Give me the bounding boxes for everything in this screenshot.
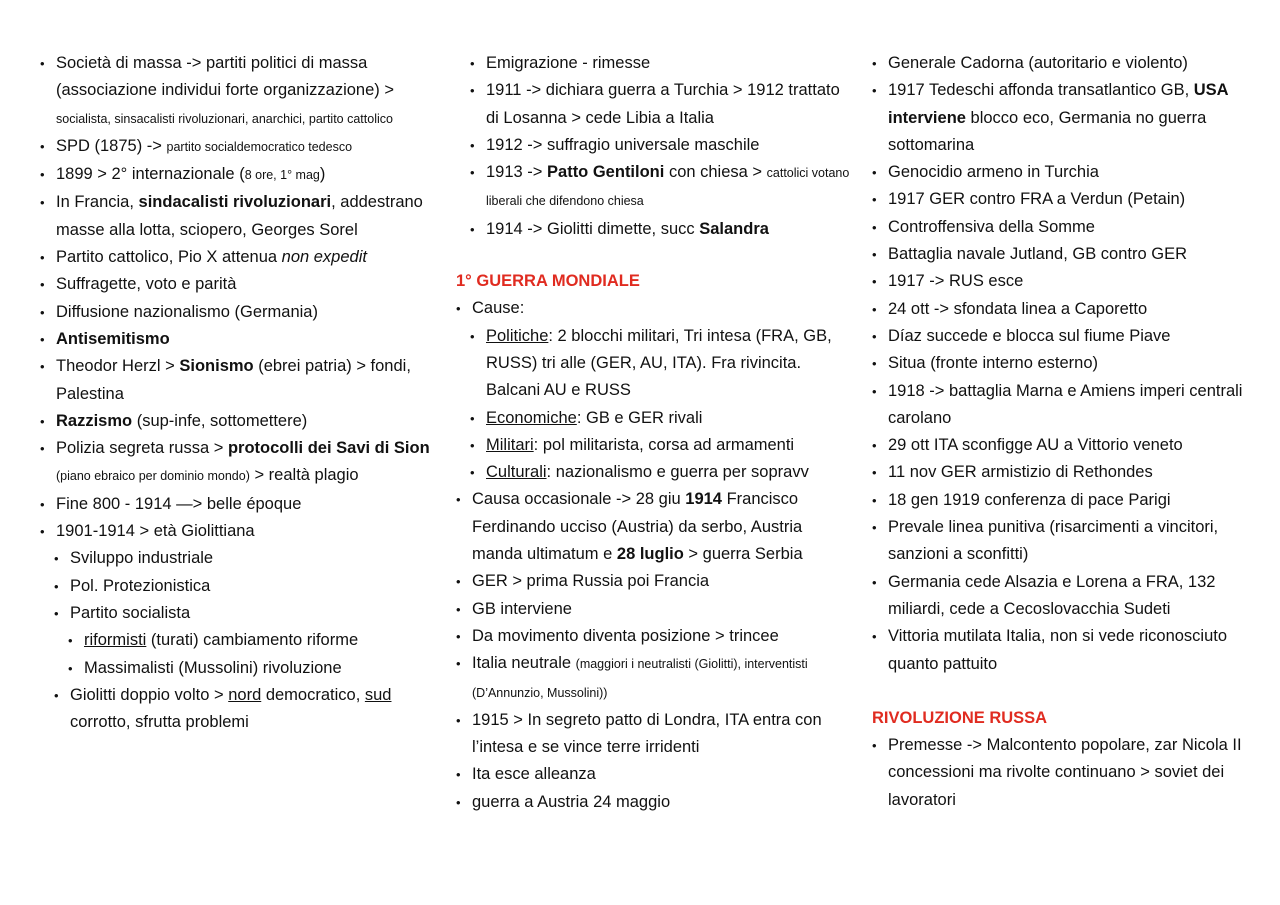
item-text: Generale Cadorna (autoritario e violento) [888, 54, 1188, 72]
list-item [872, 241, 1262, 268]
item-text: Giolitti doppio volto > [70, 685, 229, 704]
list-item [456, 295, 856, 322]
item-italic: non expedit [281, 248, 367, 267]
item-bold: protocolli dei Savi di Sion [227, 439, 430, 458]
list-item [40, 161, 440, 189]
list-item [470, 132, 856, 159]
item-underlined: Politiche [486, 326, 549, 345]
spacer [456, 243, 856, 268]
item-text: ) [319, 165, 326, 184]
spacer [872, 678, 1262, 705]
item-underlined: Economiche [486, 408, 577, 427]
item-text: Suffragette, voto e parità [56, 275, 237, 294]
item-text: Vittoria mutilata Italia, non si vede riconosciuto quanto pattuito [888, 627, 1228, 673]
item-text: Da movimento diventa posizione > trincee [472, 626, 779, 645]
section-heading: 1° GUERRA MONDIALE [456, 272, 640, 291]
item-text: : nazionalismo e guerra per sopravv [546, 463, 809, 482]
column-middle [456, 50, 856, 816]
item-bold: 1914 [685, 490, 722, 509]
item-bold: Patto Gentiloni [547, 163, 665, 182]
item-text: democratico, [261, 685, 365, 704]
item-text: con chiesa > [664, 163, 767, 182]
list-item [872, 350, 1262, 377]
list-item [40, 491, 440, 518]
list-item [872, 732, 1262, 814]
item-text: Emigrazione - rimesse [486, 54, 651, 72]
item-text: 18 gen 1919 conferenza di pace Parigi [888, 490, 1171, 509]
item-text: Sviluppo industriale [70, 549, 214, 568]
list-item [456, 789, 856, 816]
item-underlined: Militari [486, 435, 534, 454]
item-text: Fine 800 - 1914 —> belle époque [56, 494, 302, 513]
list-item [456, 623, 856, 650]
item-underlined: riformisti [84, 631, 147, 650]
item-underlined: sud [364, 685, 392, 704]
item-text: 1913 -> [486, 163, 548, 182]
list-item [40, 299, 440, 326]
item-text: (ebrei patria) > fondi, Palestina [56, 357, 411, 403]
item-bold: Antisemitismo [56, 329, 170, 348]
list-item [68, 627, 440, 654]
item-note: partito socialdemocratico tedesco [166, 139, 353, 154]
list-item [470, 432, 856, 459]
list-item [40, 435, 440, 491]
list-item [40, 326, 440, 353]
notes-list [40, 50, 440, 736]
item-bold: Razzismo [56, 411, 133, 430]
item-text: Situa (fronte interno esterno) [888, 354, 1099, 373]
item-text: Partito cattolico, Pio X attenua [56, 248, 282, 267]
list-item [872, 459, 1262, 486]
item-text: Germania cede Alsazia e Lorena a FRA, 132 miliardi, cede a Cecoslovacchia Sudeti [888, 572, 1216, 618]
column-right [872, 50, 1262, 814]
item-bold: 28 luglio [616, 545, 684, 564]
item-text: : GB e GER rivali [576, 408, 703, 427]
notes-list [456, 295, 856, 816]
list-item [872, 623, 1262, 678]
item-note: (maggiori i neutralisti (Giolitti), interventisti (D’Annunzio, Mussolini)) [472, 657, 808, 700]
item-bold: Salandra [699, 219, 769, 238]
item-text: (sup-infe, sottomettere) [132, 411, 308, 430]
list-item [872, 214, 1262, 241]
item-text: Controffensiva della Somme [888, 217, 1095, 236]
item-text: 1918 -> battaglia Marna e Amiens imperi centrali carolano [888, 381, 1243, 427]
list-item [456, 761, 856, 788]
item-text: Cause: [472, 299, 525, 318]
list-item [40, 244, 440, 271]
list-item [470, 323, 856, 405]
item-text: 1911 -> dichiara guerra a Turchia > 1912 trattato di Losanna > cede Libia a Italia [486, 81, 840, 127]
item-note: 8 ore, 1° mag [244, 168, 320, 183]
list-item [872, 159, 1262, 186]
item-text: Díaz succede e blocca sul fiume Piave [888, 326, 1171, 345]
list-item [470, 77, 856, 132]
item-text: GER > prima Russia poi Francia [472, 572, 710, 591]
list-item [470, 459, 856, 486]
list-item [40, 271, 440, 298]
item-text: : 2 blocchi militari, Tri intesa (FRA, GB, RUSS) tri alle (GER, AU, ITA). Fra rivincita. Balcani AU e RUSS [486, 326, 832, 400]
list-item [872, 268, 1262, 295]
item-text: Diffusione nazionalismo (Germania) [56, 302, 318, 321]
list-item [456, 486, 856, 568]
item-text: Francisco Ferdinando ucciso (Austria) da serbo, Austria manda ultimatum e [472, 490, 803, 564]
list-item [40, 518, 440, 545]
list-item [456, 707, 856, 762]
list-item [872, 432, 1262, 459]
item-text: (turati) cambiamento riforme [146, 631, 359, 650]
item-text: In Francia, [56, 193, 139, 212]
item-text: Partito socialista [70, 603, 191, 622]
item-text: 1917 -> RUS esce [888, 272, 1024, 291]
notes-list [872, 50, 1262, 678]
list-item [54, 545, 440, 572]
item-text: Battaglia navale Jutland, GB contro GER [888, 245, 1187, 264]
list-item [54, 573, 440, 600]
item-text: 1901-1914 > età Giolittiana [56, 522, 255, 541]
item-bold: sindacalisti rivoluzionari [138, 193, 332, 212]
item-text: , addestrano masse alla lotta, sciopero, Georges Sorel [56, 193, 423, 239]
item-text: 29 ott ITA sconfigge AU a Vittorio veneto [888, 436, 1183, 455]
item-text: Massimalisti (Mussolini) rivoluzione [84, 658, 342, 677]
section-heading: RIVOLUZIONE RUSSA [872, 708, 1048, 727]
item-text: 11 nov GER armistizio di Rethondes [888, 463, 1153, 482]
list-item [68, 655, 440, 682]
item-text: 1917 GER contro FRA a Verdun (Petain) [888, 190, 1186, 209]
list-item [872, 323, 1262, 350]
list-item [470, 159, 856, 216]
list-item [456, 568, 856, 595]
list-item [456, 650, 856, 707]
item-text: > realtà plagio [249, 466, 359, 485]
list-item [456, 596, 856, 623]
list-item [40, 353, 440, 408]
list-item [872, 378, 1262, 433]
item-text: Prevale linea punitiva (risarcimenti a vincitori, sanzioni a sconfitti) [888, 518, 1219, 564]
item-text: Premesse -> Malcontento popolare, zar Nicola II concessioni ma rivolte continuano > soviet dei lavoratori [888, 736, 1242, 809]
item-text: Theodor Herzl > [56, 357, 180, 376]
item-text: corrotto, sfrutta problemi [70, 713, 249, 732]
item-text: blocco eco, Germania no guerra sottomarina [888, 108, 1207, 154]
list-item [872, 77, 1262, 159]
notes-list [456, 50, 856, 243]
item-text: Italia neutrale [472, 654, 576, 673]
item-note: cattolici votano liberali che difendono chiesa [486, 166, 850, 209]
item-bold: USA interviene [888, 81, 1228, 127]
list-item [872, 296, 1262, 323]
item-text: : pol militarista, corsa ad armamenti [533, 435, 795, 454]
item-text: 1917 Tedeschi affonda transatlantico GB, [888, 81, 1194, 100]
column-left [40, 50, 440, 736]
list-item [872, 186, 1262, 213]
item-text: 1915 > In segreto patto di Londra, ITA entra con l’intesa e se vince terre irridenti [472, 710, 822, 757]
item-text: Causa occasionale -> 28 giu [472, 490, 686, 509]
list-item [872, 50, 1262, 77]
list-item [470, 216, 856, 243]
item-text: Genocidio armeno in Turchia [888, 163, 1099, 182]
item-text: guerra a Austria 24 maggio [472, 792, 671, 811]
list-item [470, 405, 856, 432]
list-item [872, 569, 1262, 624]
item-text: > guerra Serbia [683, 545, 803, 564]
item-text: Pol. Protezionistica [70, 576, 211, 595]
item-bold: Sionismo [179, 357, 254, 376]
list-item [40, 189, 440, 244]
list-item [40, 50, 440, 133]
notes-list [872, 732, 1262, 814]
item-note: (piano ebraico per dominio mondo) [56, 469, 250, 484]
item-underlined: Culturali [486, 463, 547, 482]
item-text: Società di massa -> partiti politici di massa (associazione individui forte organizzazione) > [56, 54, 394, 100]
list-item [54, 682, 440, 737]
list-item [872, 487, 1262, 514]
list-item [872, 514, 1262, 569]
list-item [40, 408, 440, 435]
item-text: SPD (1875) -> [56, 136, 167, 155]
item-text: Ita esce alleanza [472, 765, 596, 784]
item-text: 24 ott -> sfondata linea a Caporetto [888, 299, 1148, 318]
item-text: 1899 > 2° internazionale ( [56, 165, 245, 184]
item-underlined: nord [228, 685, 262, 704]
item-text: Polizia segreta russa > [56, 439, 228, 458]
list-item [40, 133, 440, 161]
item-text: 1914 -> Giolitti dimette, succ [486, 219, 700, 238]
list-item [470, 50, 856, 77]
list-item [54, 600, 440, 627]
item-text: GB interviene [472, 599, 572, 618]
item-text: 1912 -> suffragio universale maschile [486, 135, 760, 154]
item-note: socialista, sinsacalisti rivoluzionari, anarchici, partito cattolico [56, 111, 393, 126]
